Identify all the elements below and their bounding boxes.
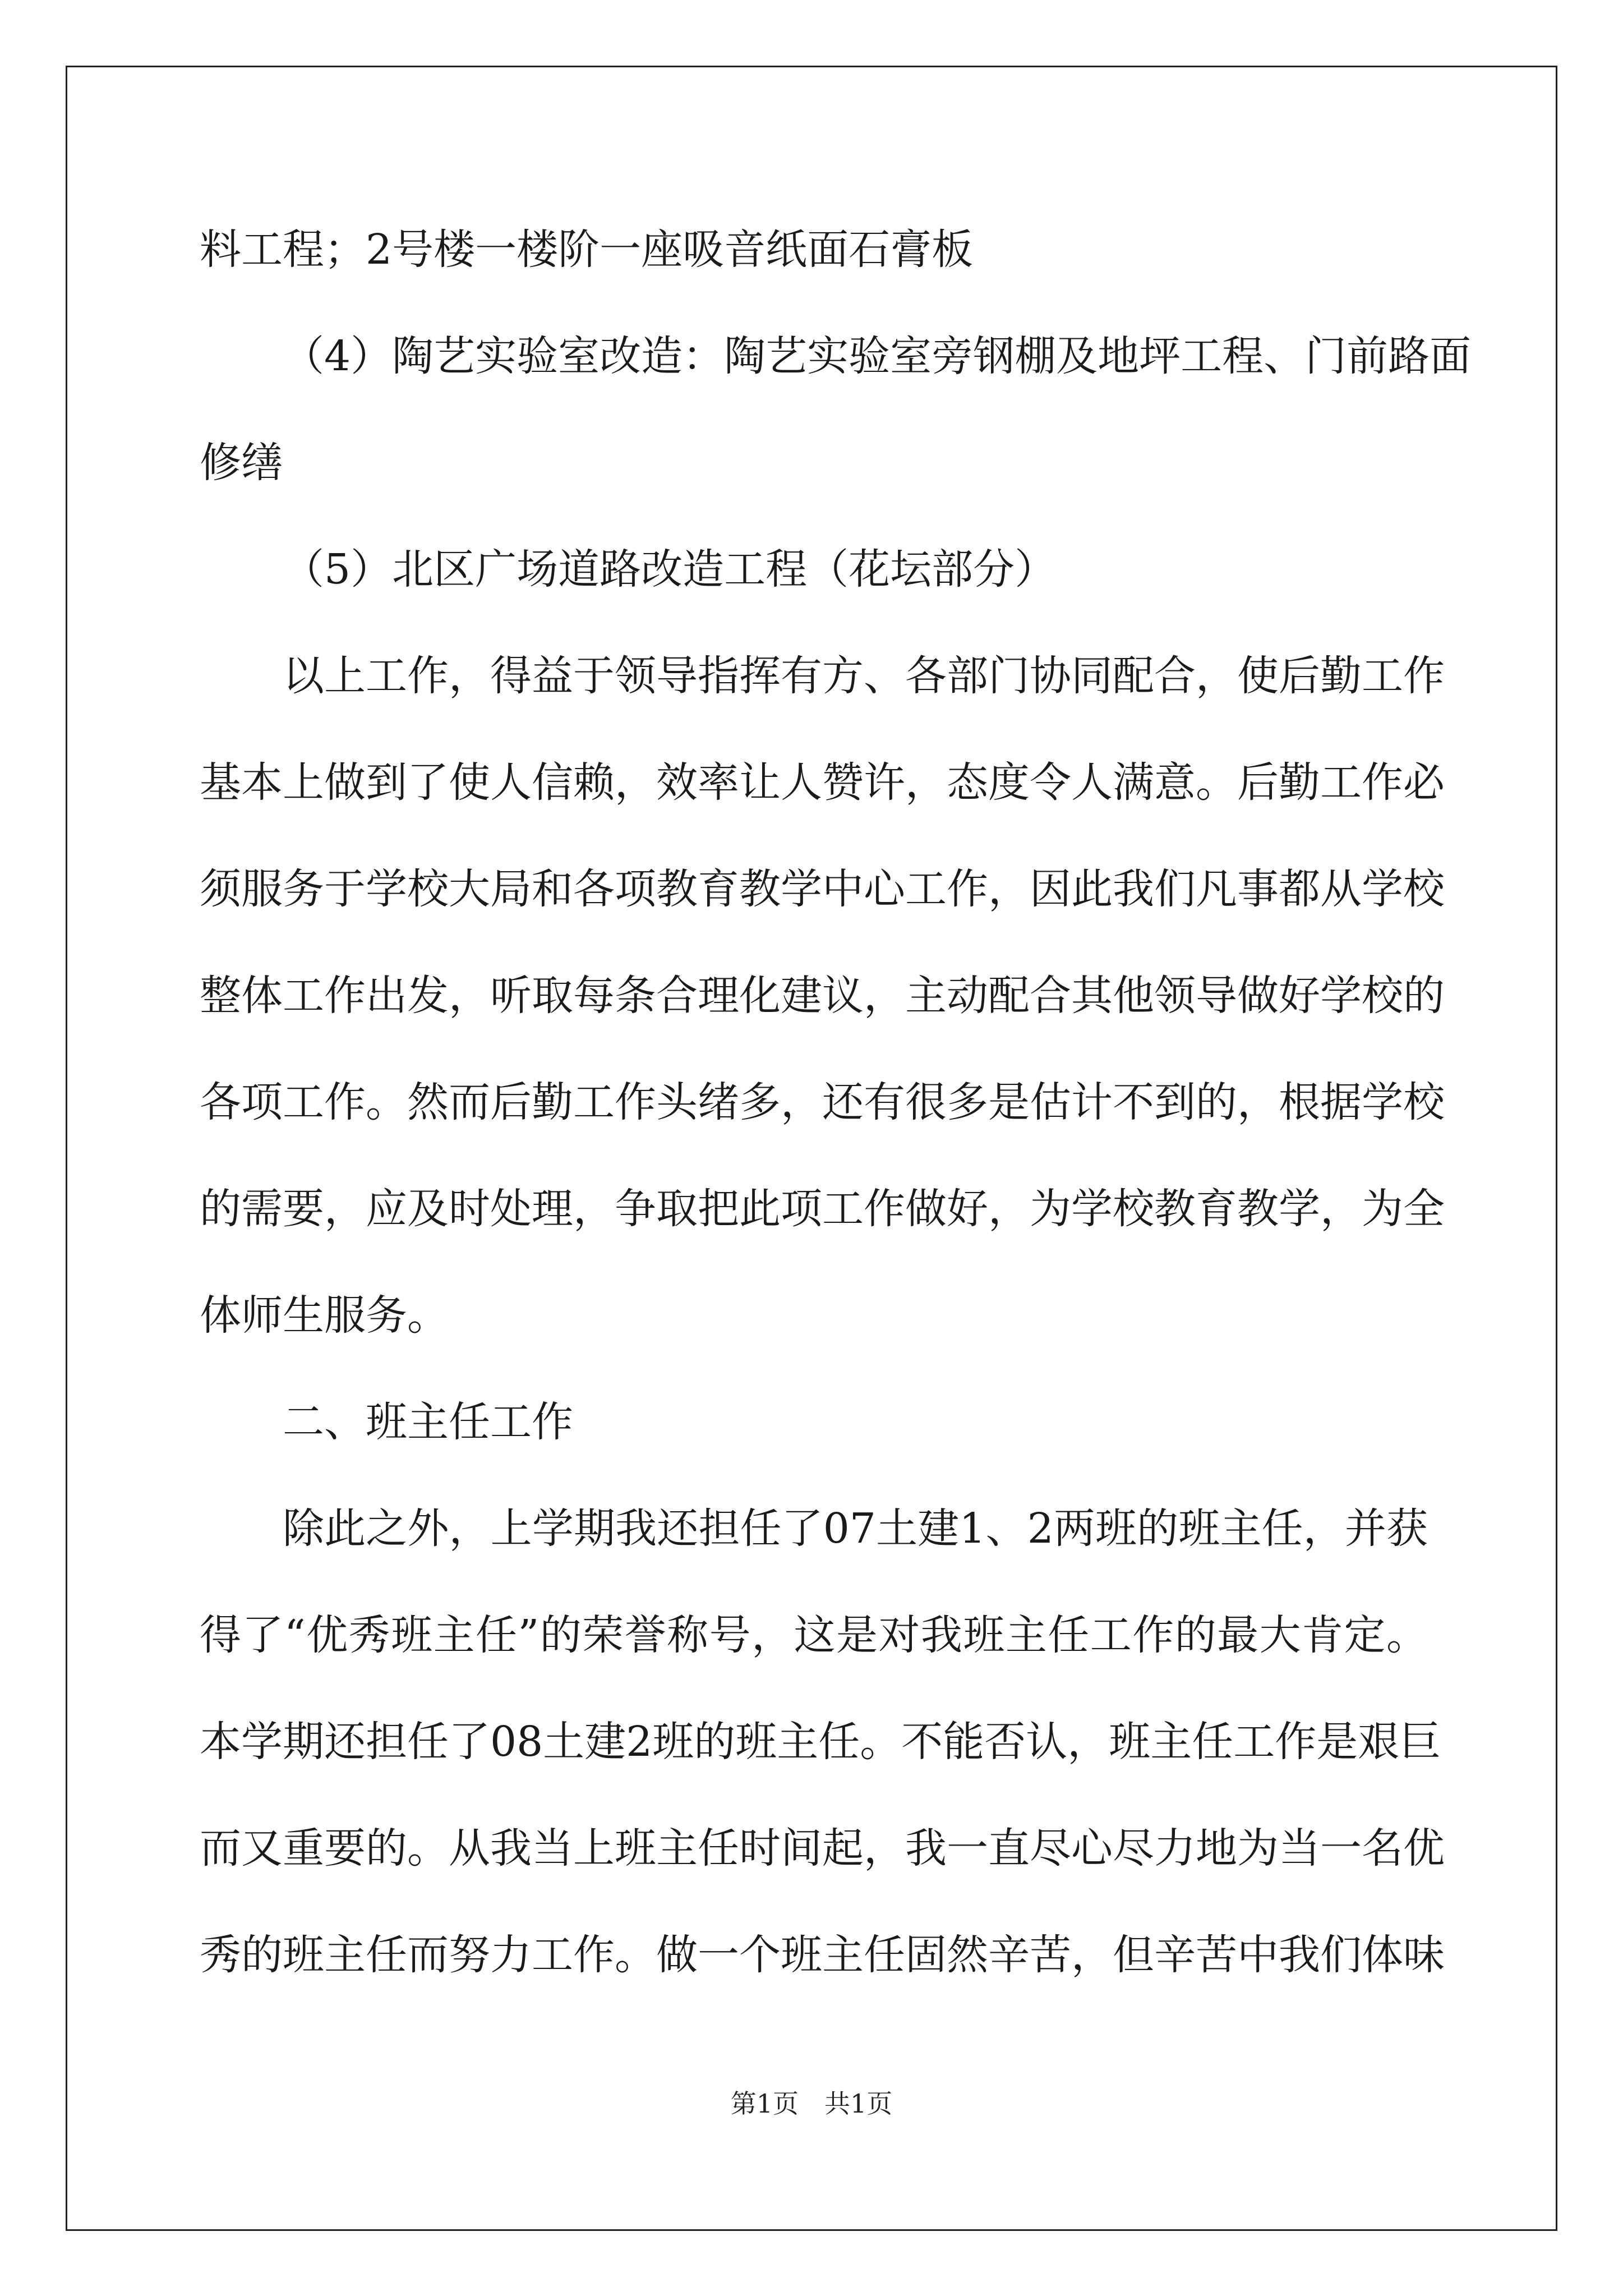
page-number-footer: 第1页 共1页 xyxy=(730,2088,893,2119)
paragraph-line: 而又重要的。从我当上班主任时间起，我一直尽心尽力地为当一名优 xyxy=(200,1824,1445,1872)
text-line: 修缮 xyxy=(200,439,283,487)
paragraph-line: 得了“优秀班主任”的荣誉称号，这是对我班主任工作的最大肯定。 xyxy=(200,1611,1428,1659)
paragraph-line: 基本上做到了使人信赖，效率让人赞许，态度令人满意。后勤工作必 xyxy=(200,758,1445,807)
paragraph-line: 各项工作。然而后勤工作头绪多，还有很多是估计不到的，根据学校 xyxy=(200,1078,1445,1126)
paragraph-line: 整体工作出发，听取每条合理化建议，主动配合其他领导做好学校的 xyxy=(200,972,1445,1020)
text-line: 料工程；2号楼一楼阶一座吸音纸面石膏板 xyxy=(200,226,974,274)
page-border xyxy=(66,66,1557,2231)
paragraph-line: 体师生服务。 xyxy=(200,1291,449,1340)
paragraph-line: 除此之外，上学期我还担任了07土建1、2两班的班主任，并获 xyxy=(283,1504,1428,1553)
paragraph-line: 须服务于学校大局和各项教育教学中心工作，因此我们凡事都从学校 xyxy=(200,865,1445,913)
paragraph-line: 的需要，应及时处理，争取把此项工作做好，为学校教育教学，为全 xyxy=(200,1185,1445,1233)
section-heading: 二、班主任工作 xyxy=(283,1398,573,1446)
paragraph-line: 本学期还担任了08土建2班的班主任。不能否认，班主任工作是艰巨 xyxy=(200,1718,1441,1766)
paragraph-line: 以上工作，得益于领导指挥有方、各部门协同配合，使后勤工作 xyxy=(283,652,1445,700)
list-item-4: （4）陶艺实验室改造：陶艺实验室旁钢棚及地坪工程、门前路面 xyxy=(283,332,1472,380)
list-item-5: （5）北区广场道路改造工程（花坛部分） xyxy=(283,545,1057,593)
paragraph-line: 秀的班主任而努力工作。做一个班主任固然辛苦，但辛苦中我们体味 xyxy=(200,1931,1445,1979)
